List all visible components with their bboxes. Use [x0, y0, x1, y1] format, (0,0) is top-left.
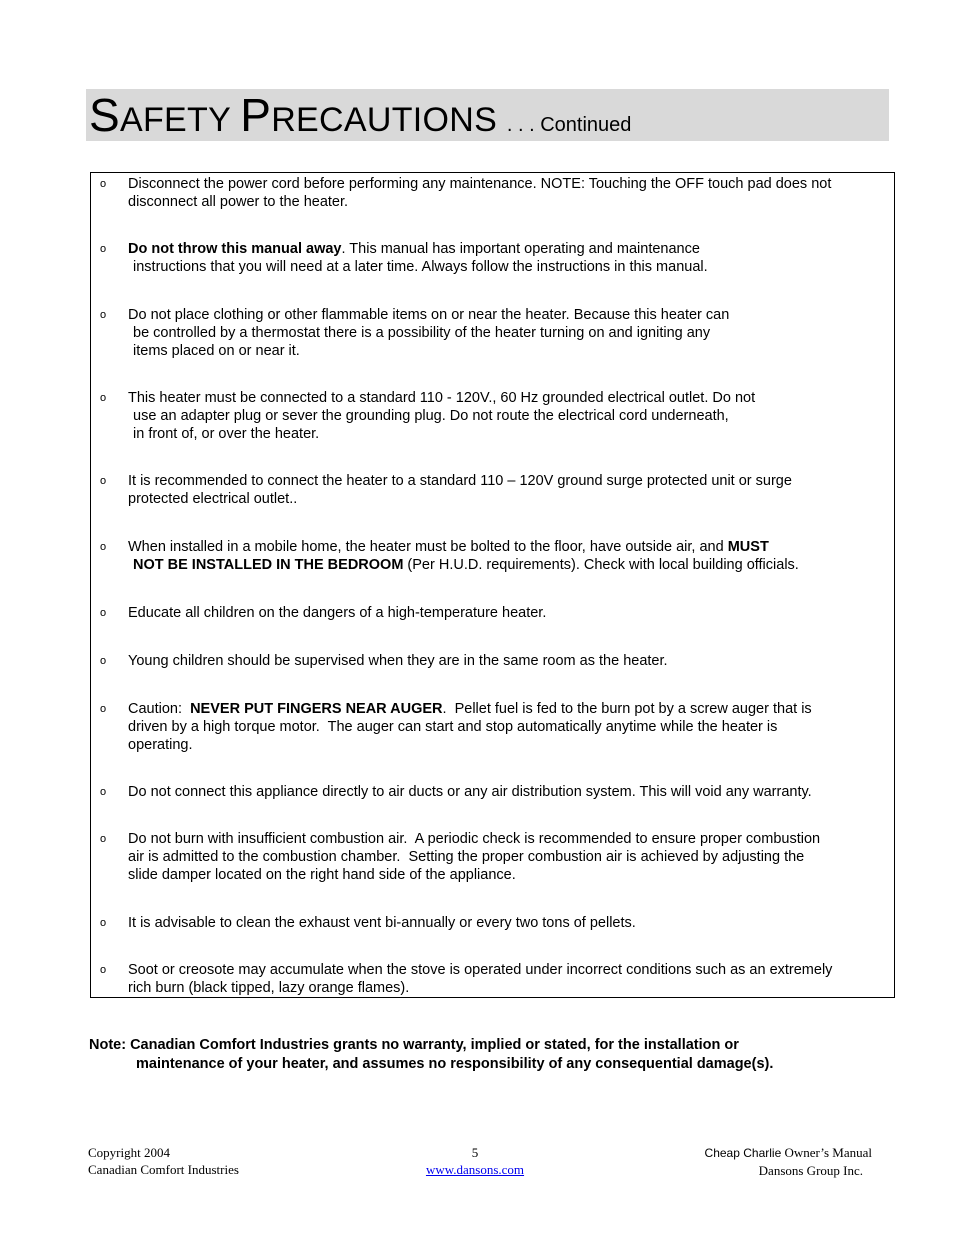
- text-line: items placed on or near it.: [133, 343, 300, 359]
- precaution-text: [128, 652, 891, 670]
- precaution-text: [128, 961, 891, 997]
- company-name: Canadian Comfort Industries: [88, 1162, 239, 1177]
- bullet-icon: o: [100, 243, 107, 255]
- bold-text: MUST: [727, 539, 769, 555]
- bullet-icon: o: [100, 392, 107, 404]
- text-line: operating.: [128, 737, 193, 753]
- title-continued: . . . Continued: [506, 114, 632, 136]
- title-word-afety: AFETY: [119, 101, 231, 139]
- text-line: air is admitted to the combustion chamber. Setting the proper combustion air is achieved by adjusting the: [128, 849, 805, 865]
- title-initial-p: P: [240, 89, 272, 141]
- footer-right: [650, 1144, 872, 1179]
- title-initial-s: S: [89, 89, 120, 141]
- bullet-icon: o: [100, 607, 107, 619]
- text-line: disconnect all power to the heater.: [128, 194, 349, 210]
- bullet-icon: o: [100, 703, 107, 715]
- bold-text: Do not throw this manual away: [128, 241, 342, 257]
- note-line: maintenance of your heater, and assumes no responsibility of any consequential damage(s).: [136, 1056, 774, 1072]
- text-line: rich burn (black tipped, lazy orange flames).: [128, 980, 410, 996]
- text-line: instructions that you will need at a later time. Always follow the instructions in this manual.: [133, 259, 708, 275]
- text-line: slide damper located on the right hand side of the appliance.: [128, 867, 516, 883]
- bullet-icon: o: [100, 309, 107, 321]
- text-line: be controlled by a thermostat there is a possibility of the heater turning on and igniting any: [133, 325, 711, 341]
- text-line: It is recommended to connect the heater to a standard 110 – 120V ground surge protected unit or surge: [128, 473, 792, 489]
- copyright-text: Copyright 2004: [88, 1145, 170, 1160]
- text-span: (Per H.U.D. requirements). Check with local building officials.: [403, 557, 799, 573]
- text-line: Disconnect the power cord before performing any maintenance. NOTE: Touching the OFF touch pad does not: [128, 176, 832, 192]
- text-line: Soot or creosote may accumulate when the stove is operated under incorrect conditions such as an extremely: [128, 962, 833, 978]
- bullet-icon: o: [100, 475, 107, 487]
- bullet-icon: o: [100, 655, 107, 667]
- manual-label: Owner’s Manual: [781, 1145, 872, 1160]
- text-line: Young children should be supervised when they are in the same room as the heater.: [128, 653, 668, 669]
- group-name: Dansons Group Inc.: [758, 1163, 863, 1178]
- bullet-icon: o: [100, 917, 107, 929]
- precaution-text: [128, 914, 891, 932]
- precaution-text: [128, 538, 891, 574]
- text-line: in front of, or over the heater.: [133, 426, 320, 442]
- page-number: 5: [471, 1145, 479, 1160]
- bold-text: NOT BE INSTALLED IN THE BEDROOM: [133, 557, 404, 573]
- text-line: use an adapter plug or sever the grounding plug. Do not route the electrical cord underneath,: [133, 408, 729, 424]
- text-span: . Pellet fuel is fed to the burn pot by a screw auger that is: [442, 701, 812, 717]
- precautions-box: [90, 172, 895, 998]
- brand-name: Cheap Charlie: [704, 1146, 782, 1160]
- bullet-icon: o: [100, 833, 107, 845]
- bullet-icon: o: [100, 178, 107, 190]
- text-line: This heater must be connected to a standard 110 - 120V., 60 Hz grounded electrical outlet. Do not: [128, 390, 756, 406]
- precaution-text: [128, 830, 891, 884]
- precaution-text: [128, 700, 891, 754]
- warranty-note: [89, 1036, 889, 1074]
- text-span: When installed in a mobile home, the heater must be bolted to the floor, have outside air, and: [128, 539, 728, 555]
- footer-left: [88, 1144, 239, 1178]
- precaution-text: [128, 306, 891, 360]
- precaution-text: [128, 175, 891, 211]
- text-line: Do not place clothing or other flammable items on or near the heater. Because this heater can: [128, 307, 730, 323]
- bullet-icon: o: [100, 786, 107, 798]
- footer-center: [410, 1144, 540, 1178]
- website-link[interactable]: www.dansons.com: [425, 1162, 525, 1177]
- text-line: It is advisable to clean the exhaust vent bi-annually or every two tons of pellets.: [128, 915, 636, 931]
- precaution-text: [128, 472, 891, 508]
- text-line: Do not burn with insufficient combustion air. A periodic check is recommended to ensure proper combustion: [128, 831, 821, 847]
- precaution-text: [128, 783, 891, 801]
- title-word-recautions: RECAUTIONS: [271, 101, 498, 139]
- text-line: protected electrical outlet..: [128, 491, 298, 507]
- text-span: . This manual has important operating and maintenance: [341, 241, 700, 257]
- text-line: Educate all children on the dangers of a high-temperature heater.: [128, 605, 547, 621]
- note-line: Note: Canadian Comfort Industries grants no warranty, implied or stated, for the installation or: [89, 1037, 739, 1053]
- bold-text: NEVER PUT FINGERS NEAR AUGER: [190, 701, 443, 717]
- text-line: Do not connect this appliance directly to air ducts or any air distribution system. This will void any warranty.: [128, 784, 812, 800]
- page-title: [89, 86, 631, 154]
- precaution-text: [128, 240, 891, 276]
- precaution-text: [128, 604, 891, 622]
- precaution-text: [128, 389, 891, 443]
- text-line: driven by a high torque motor. The auger can start and stop automatically anytime while the heater is: [128, 719, 778, 735]
- bullet-icon: o: [100, 964, 107, 976]
- text-span: Caution:: [128, 701, 191, 717]
- bullet-icon: o: [100, 541, 107, 553]
